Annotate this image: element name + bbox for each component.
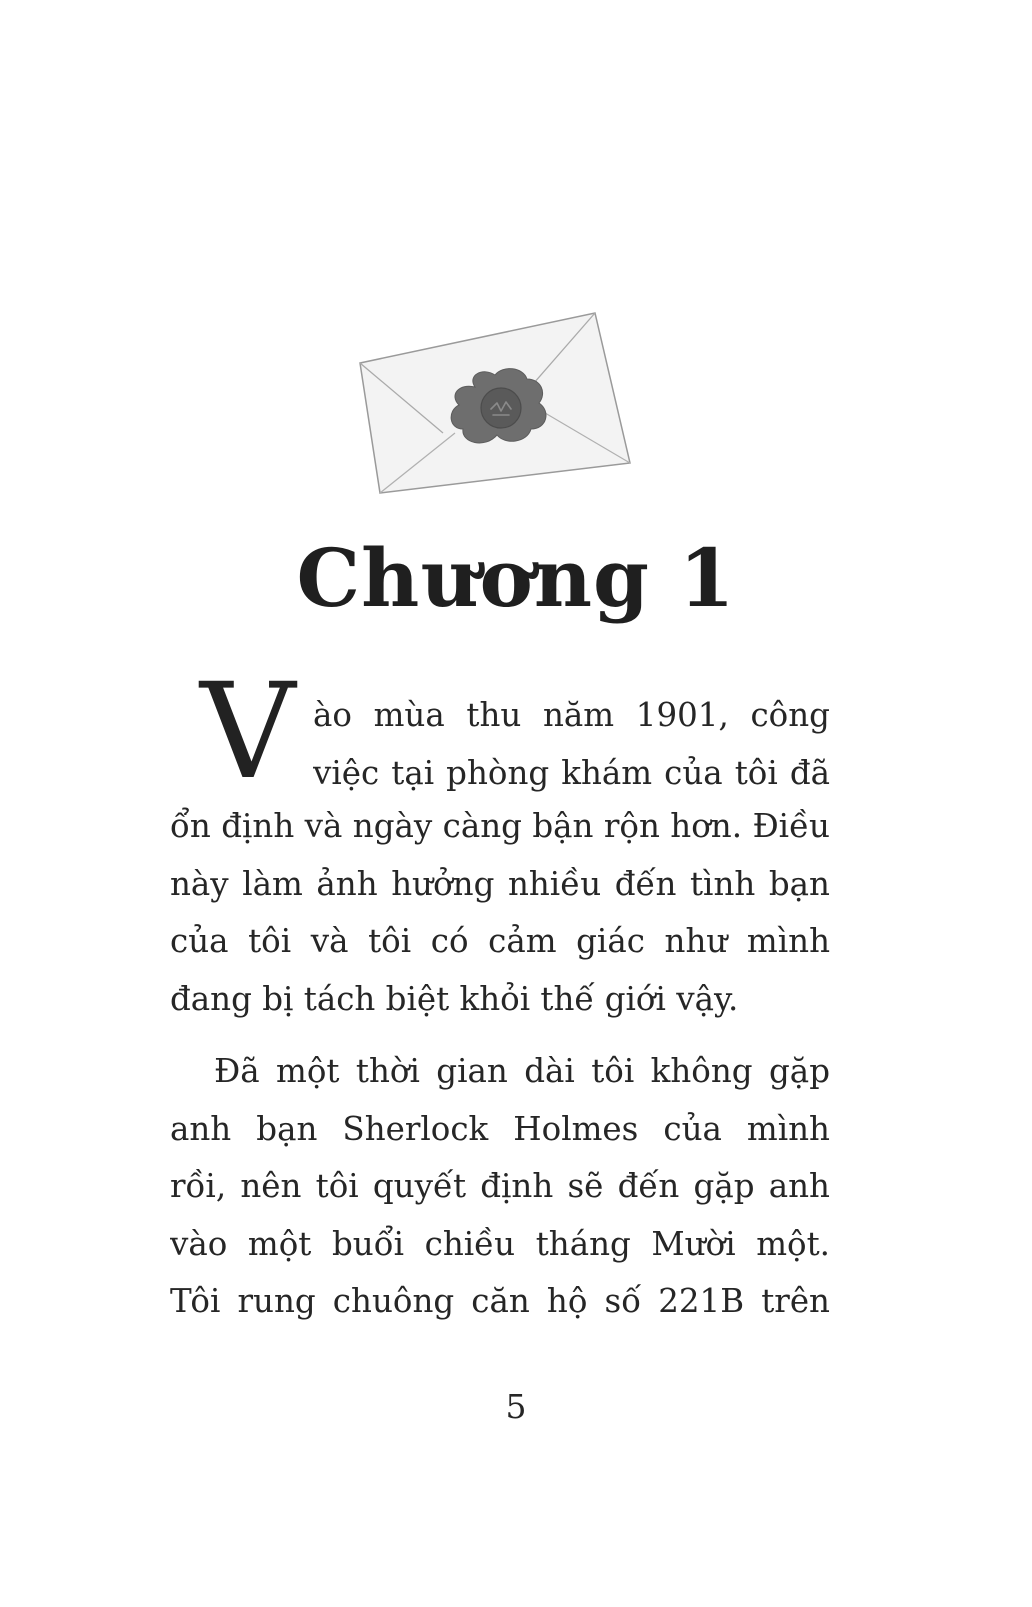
drop-cap: V [200, 655, 296, 809]
sealed-envelope-icon [355, 305, 640, 500]
text-line: vào một buổi chiều tháng Mười một. [170, 1224, 830, 1263]
text-line: Đã một thời gian dài tôi không gặp [214, 1052, 830, 1090]
text-line: đang bị tách biệt khỏi thế giới vậy. [170, 979, 739, 1018]
text-line: việc tại phòng khám của tôi đã [313, 753, 830, 792]
paragraph-2 [170, 1043, 830, 1331]
text-line: rồi, nên tôi quyết định sẽ đến gặp anh [170, 1167, 830, 1205]
paragraph-1-body [170, 798, 830, 1028]
chapter-title: Chương 1 [296, 531, 736, 625]
text-line: ổn định và ngày càng bận rộn hơn. Điều [170, 807, 830, 845]
text-line: này làm ảnh hưởng nhiều đến tình bạn [170, 864, 830, 903]
text-line: ào mùa thu năm 1901, công [313, 696, 830, 734]
text-line: anh bạn Sherlock Holmes của mình [170, 1109, 830, 1148]
page-number: 5 [505, 1387, 527, 1426]
text-line: Tôi rung chuông căn hộ số 221B trên [170, 1282, 830, 1320]
paragraph-1-indented [313, 687, 830, 802]
text-line: của tôi và tôi có cảm giác như mình [170, 922, 830, 960]
